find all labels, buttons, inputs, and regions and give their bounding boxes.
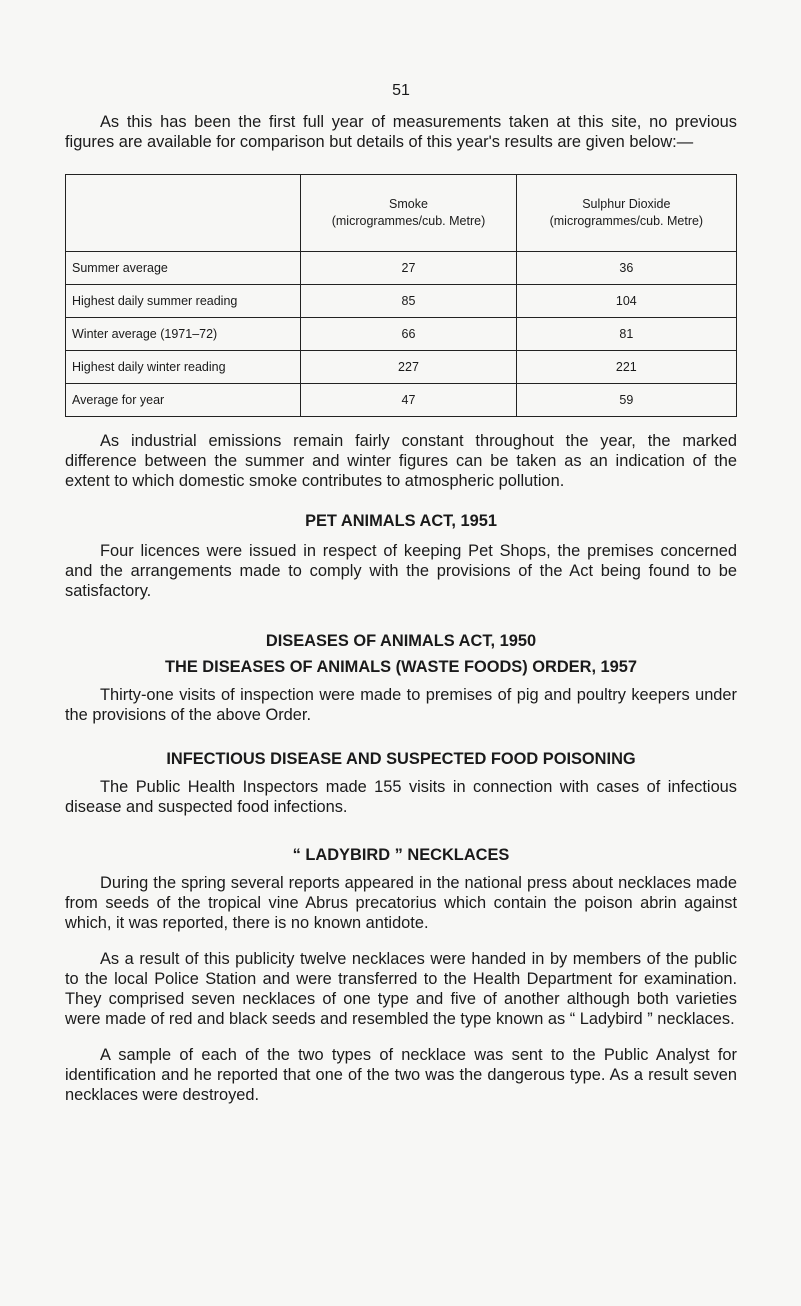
header-so2-text: Sulphur Dioxide (microgrammes/cub. Metre) xyxy=(549,197,704,228)
table-row xyxy=(66,384,737,417)
pollution-readings-table xyxy=(65,174,737,417)
infectious-disease-heading: INFECTIOUS DISEASE AND SUSPECTED FOOD POISONING xyxy=(166,750,636,768)
page-number: 51 xyxy=(392,82,410,99)
row-label: Winter average (1971–72) xyxy=(66,318,301,351)
so2-value: 81 xyxy=(516,318,736,351)
smoke-value: 66 xyxy=(301,318,516,351)
header-smoke-text: Smoke (microgrammes/cub. Metre) xyxy=(331,197,486,228)
document-page xyxy=(65,82,737,1105)
so2-value: 59 xyxy=(516,384,736,417)
table-row xyxy=(66,318,737,351)
smoke-value: 27 xyxy=(301,252,516,285)
ladybird-paragraph-3: A sample of each of the two types of necklace was sent to the Public Analyst for identification and he reported that one of the two was the dangerous type. As a result seven necklaces were destroyed. xyxy=(65,1046,737,1104)
so2-value: 104 xyxy=(516,285,736,318)
table-row xyxy=(66,285,737,318)
row-label: Highest daily winter reading xyxy=(66,351,301,384)
pet-animals-paragraph: Four licences were issued in respect of keeping Pet Shops, the premises concerned and the arrangements made to comply with the provisions of the Act being found to be satisfactory. xyxy=(65,542,737,600)
row-label: Highest daily summer reading xyxy=(66,285,301,318)
table-row xyxy=(66,252,737,285)
pet-animals-heading: PET ANIMALS ACT, 1951 xyxy=(305,512,497,530)
so2-value: 221 xyxy=(516,351,736,384)
smoke-value: 47 xyxy=(301,384,516,417)
diseases-heading-order: THE DISEASES OF ANIMALS (WASTE FOODS) ORDER, 1957 xyxy=(164,658,638,676)
ladybird-heading: “ LADYBIRD ” NECKLACES xyxy=(292,846,510,864)
infectious-disease-paragraph: The Public Health Inspectors made 155 visits in connection with cases of infectious disease and suspected food infections. xyxy=(65,778,737,816)
smoke-value: 85 xyxy=(301,285,516,318)
emissions-paragraph: As industrial emissions remain fairly constant throughout the year, the marked difference between the summer and winter figures can be taken as an indication of the extent to which domestic smoke contributes to atmospheric pollution. xyxy=(65,432,737,490)
table-header-row xyxy=(66,175,737,252)
ladybird-paragraph-1: During the spring several reports appeared in the national press about necklaces made from seeds of the tropical vine Abrus precatorius which contain the poison abrin against which, it was reported, there is no known antidote. xyxy=(65,874,737,932)
table-header-sulphur-dioxide xyxy=(516,175,736,252)
ladybird-paragraph-2: As a result of this publicity twelve necklaces were handed in by members of the public to the local Police Station and were transferred to the Health Department for examination. They comprised seven necklaces of one type and five of another although both varieties were made of red and black seeds and resembled the type known as “ Ladybird ” necklaces. xyxy=(65,950,737,1028)
diseases-paragraph: Thirty-one visits of inspection were made to premises of pig and poultry keepers under the provisions of the above Order. xyxy=(65,686,737,724)
row-label: Summer average xyxy=(66,252,301,285)
table-row xyxy=(66,351,737,384)
smoke-value: 227 xyxy=(301,351,516,384)
row-label: Average for year xyxy=(66,384,301,417)
table-header-blank xyxy=(66,175,301,252)
so2-value: 36 xyxy=(516,252,736,285)
table-header-smoke xyxy=(301,175,516,252)
intro-paragraph: As this has been the first full year of measurements taken at this site, no previous figures are available for comparison but details of this year's results are given below:— xyxy=(65,113,737,151)
diseases-heading-act: DISEASES OF ANIMALS ACT, 1950 xyxy=(265,632,537,650)
